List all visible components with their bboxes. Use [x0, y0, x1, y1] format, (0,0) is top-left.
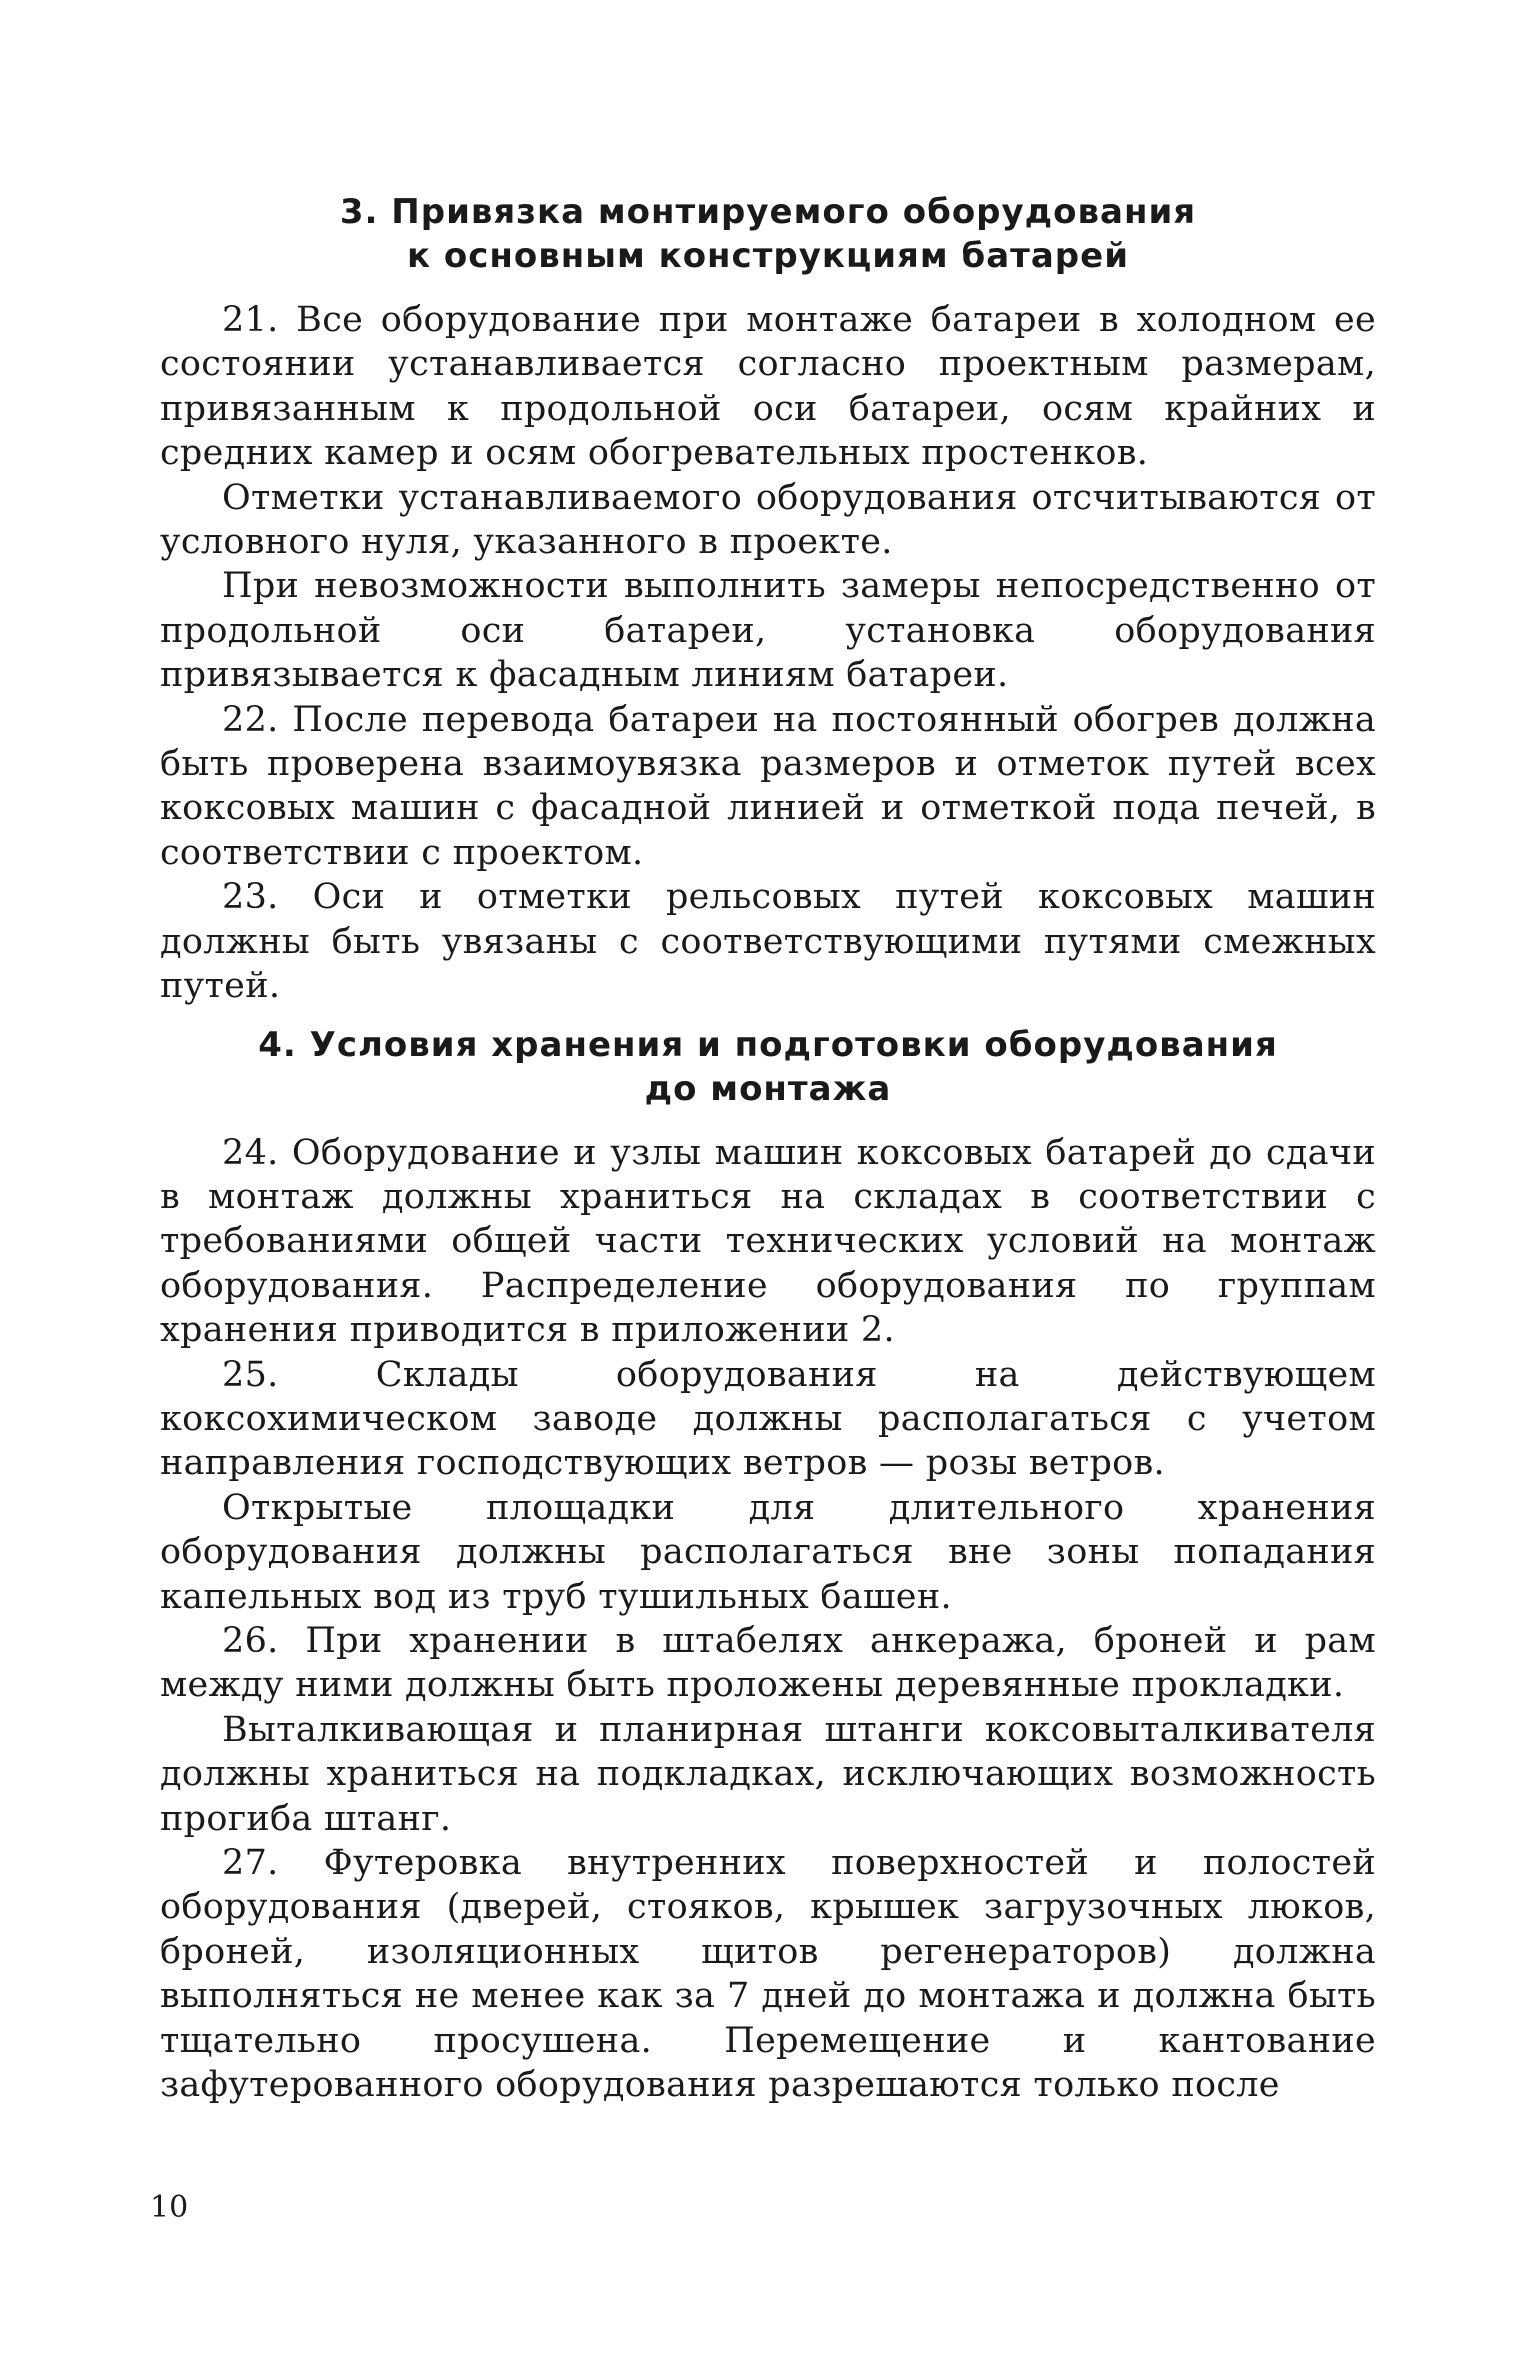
section-4-title-line-1: 4. Условия хранения и подготовки оборудования	[258, 1024, 1278, 1065]
page-body	[160, 190, 1376, 2107]
section-4-heading	[160, 1023, 1376, 1111]
section-3-heading	[160, 190, 1376, 278]
section-3-title-line-1: 3. Привязка монтируемого оборудования	[339, 192, 1197, 232]
paragraph-22: 22. После перевода батареи на постоянный обогрев должна быть проверена взаимоувязка размеров и отметок путей всех коксовых машин с фасадной линией и отметкой пода печей, в соответствии с проектом.	[160, 699, 1376, 873]
section-4-title-line-2: до монтажа	[644, 1068, 892, 1109]
paragraph-21-elevations: Отметки устанавливаемого оборудования отсчитываются от условного нуля, указанного в проекте.	[160, 477, 1376, 563]
paragraph-21: 21. Все оборудование при монтаже батареи в холодном ее состоянии устанавливается согласно проектным размерам, привязанным к продольной оси батареи, осям крайних и средних камер и осям обогревательных простенков.	[160, 300, 1376, 474]
paragraph-27: 27. Футеровка внутренних поверхностей и полостей оборудования (дверей, стояков, крышек загрузочных люков, броней, изоляционных щитов регенераторов) должна выполняться не менее как за 7 дней до монтажа и должна быть тщательно просушена. Перемещение и кантование зафутерованного оборудования разрешаются только после	[160, 1843, 1376, 2106]
section-3-title-line-2: к основным конструкциям батарей	[406, 236, 1130, 276]
paragraph-25-open-areas: Открытые площадки для длительного хранения оборудования должны располагаться вне зоны попадания капельных вод из труб тушильных башен.	[160, 1487, 1376, 1617]
page-number: 10	[150, 2190, 189, 2225]
paragraph-24: 24. Оборудование и узлы машин коксовых батарей до сдачи в монтаж должны храниться на складах в соответствии с требованиями общей части технических условий на монтаж оборудования. Распределение оборудования по группам хранения приводится в приложении 2.	[160, 1132, 1376, 1351]
paragraph-21-facade: При невозможности выполнить замеры непосредственно от продольной оси батареи, установка оборудования привязывается к фасадным линиям батареи.	[160, 566, 1376, 696]
paragraph-26-rods: Выталкивающая и планирная штанги коксовыталкивателя должны храниться на подкладках, исключающих возможность прогиба штанг.	[160, 1709, 1376, 1839]
paragraph-25: 25. Склады оборудования на действующем коксохимическом заводе должны располагаться с учетом направления господствующих ветров — розы ветров.	[160, 1354, 1376, 1484]
paragraph-26: 26. При хранении в штабелях анкеража, броней и рам между ними должны быть проложены деревянные прокладки.	[160, 1620, 1376, 1706]
paragraph-23: 23. Оси и отметки рельсовых путей коксовых машин должны быть увязаны с соответствующими путями смежных путей.	[160, 877, 1376, 1007]
